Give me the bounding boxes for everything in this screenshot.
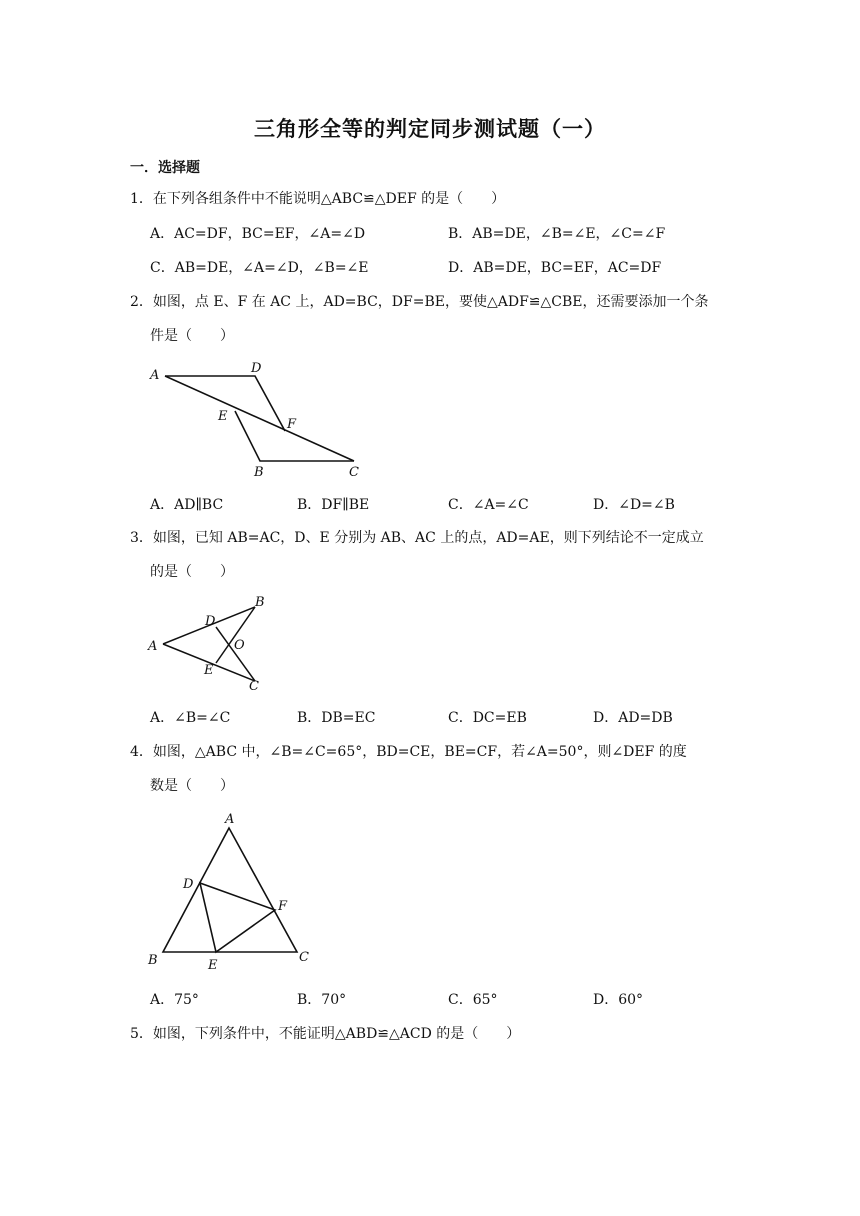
section-heading: 一．选择题 <box>130 160 200 176</box>
question-4-options <box>150 983 740 1017</box>
option-d[interactable]: D．∠D=∠B <box>593 497 675 513</box>
option-b[interactable]: B．AB=DE，∠B=∠E，∠C=∠F <box>448 226 666 242</box>
question-2-options <box>150 488 740 522</box>
label-a: A <box>148 639 158 654</box>
option-c[interactable]: C．DC=EB <box>448 710 527 726</box>
question-1-text: 1．在下列各组条件中不能说明△ABC≌△DEF 的是（ ） <box>130 191 506 207</box>
option-d[interactable]: D．AB=DE，BC=EF，AC=DF <box>448 260 662 276</box>
label-e: E <box>208 958 218 973</box>
question-4-line-2: 数是（ ） <box>150 778 234 794</box>
option-a[interactable]: A．AD∥BC <box>150 497 224 513</box>
option-b[interactable]: B．DF∥BE <box>297 497 370 513</box>
figure-question-4 <box>145 808 325 978</box>
question-3-options <box>150 701 740 735</box>
label-c: C <box>249 679 259 694</box>
option-a[interactable]: A．AC=DF，BC=EF，∠A=∠D <box>150 226 366 242</box>
page-title: 三角形全等的判定同步测试题（一） <box>254 116 606 141</box>
label-f: F <box>278 899 288 914</box>
option-c[interactable]: C．∠A=∠C <box>448 497 529 513</box>
label-b: B <box>255 595 265 610</box>
figure-question-2 <box>145 356 370 481</box>
question-3-line-2: 的是（ ） <box>150 564 234 580</box>
option-b[interactable]: B．DB=EC <box>297 710 376 726</box>
figure-question-3 <box>145 590 275 695</box>
question-5 <box>130 1017 740 1051</box>
question-1-options-row-1 <box>150 217 740 251</box>
option-d[interactable]: D．AD=DB <box>593 710 673 726</box>
question-2-line-2: 件是（ ） <box>150 328 234 344</box>
question-5-text: 5．如图，下列条件中，不能证明△ABD≌△ACD 的是（ ） <box>130 1026 521 1042</box>
label-a: A <box>225 812 235 827</box>
option-c[interactable]: C．65° <box>448 992 498 1008</box>
question-4-line-1: 4．如图，△ABC 中，∠B=∠C=65°，BD=CE，BE=CF，若∠A=50°，则∠DEF 的度 <box>130 744 687 760</box>
label-b: B <box>254 465 264 480</box>
label-d: D <box>183 877 194 892</box>
option-c[interactable]: C．AB=DE，∠A=∠D，∠B=∠E <box>150 260 369 276</box>
question-2-line-1: 2．如图，点 E、F 在 AC 上，AD=BC，DF=BE，要使△ADF≌△CBE，还需要添加一个条 <box>130 294 709 310</box>
label-c: C <box>299 950 309 965</box>
question-3-line-1: 3．如图，已知 AB=AC，D、E 分别为 AB、AC 上的点，AD=AE，则下列结论不一定成立 <box>130 530 704 546</box>
option-a[interactable]: A．∠B=∠C <box>150 710 231 726</box>
label-f: F <box>287 417 297 432</box>
label-e: E <box>218 409 228 424</box>
question-1-options-row-2 <box>150 251 740 285</box>
question-4 <box>130 735 740 803</box>
question-2 <box>130 285 740 353</box>
label-d: D <box>205 614 216 629</box>
label-c: C <box>349 465 359 480</box>
question-3 <box>130 521 740 589</box>
label-d: D <box>251 361 262 376</box>
label-e: E <box>204 663 214 678</box>
label-a: A <box>150 368 160 383</box>
label-b: B <box>148 953 158 968</box>
option-d[interactable]: D．60° <box>593 992 644 1008</box>
option-a[interactable]: A．75° <box>150 992 199 1008</box>
option-b[interactable]: B．70° <box>297 992 347 1008</box>
label-o: O <box>234 638 245 653</box>
question-1 <box>130 182 740 216</box>
